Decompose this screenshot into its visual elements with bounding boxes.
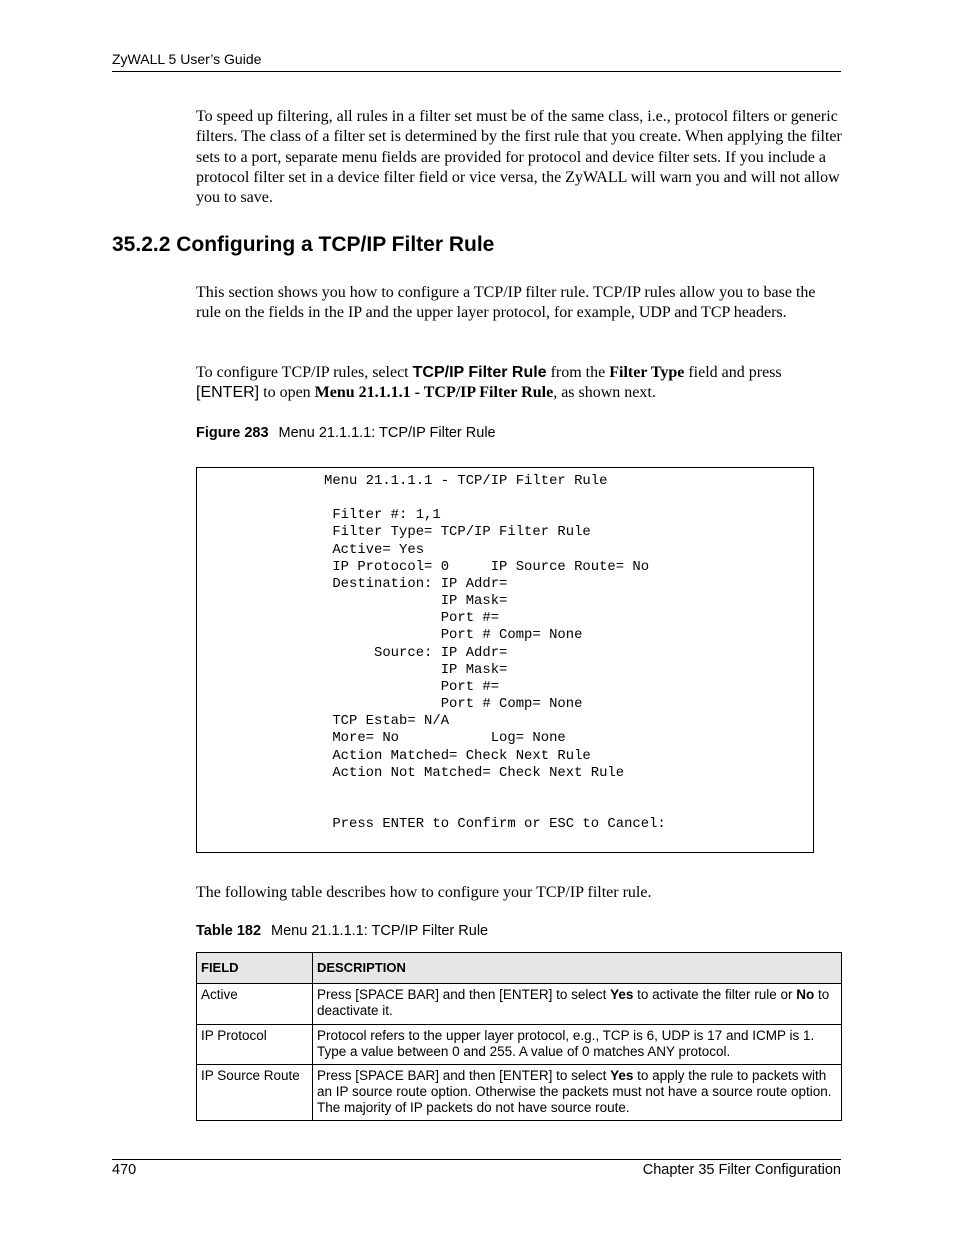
- p2-bold-filter-type: Filter Type: [609, 364, 685, 381]
- desc-text: to apply the rule to packets with an IP source route option. Otherwise the packets must not have a source route option. The majority of IP packets do not have source route.: [317, 1068, 832, 1115]
- p2-text-e: field and press: [684, 364, 782, 381]
- desc-bold: No: [796, 987, 815, 1002]
- table-row: [197, 984, 842, 1025]
- field-description-table: [196, 952, 842, 1121]
- row-description-ip-source-route: [313, 1065, 842, 1121]
- terminal-screen: [196, 467, 814, 853]
- table-label: Table 182: [196, 923, 262, 939]
- table-caption-text: Menu 21.1.1.1: TCP/IP Filter Rule: [271, 923, 489, 939]
- desc-bold: Yes: [610, 987, 634, 1002]
- chapter-title: Chapter 35 Filter Configuration: [642, 1162, 841, 1178]
- table-header-row: [197, 953, 842, 984]
- section-paragraph-1: This section shows you how to configure a TCP/IP filter rule. TCP/IP rules allow you to base the rule on the fields in the IP and the upper layer protocol, for example, UDP and TCP headers.: [196, 284, 816, 322]
- table-row: [197, 1065, 842, 1121]
- header-field: FIELD: [197, 953, 313, 984]
- table-caption: [196, 923, 488, 939]
- table-row: [197, 1025, 842, 1065]
- figure-caption: [196, 425, 496, 441]
- section-heading: 35.2.2 Configuring a TCP/IP Filter Rule: [112, 233, 495, 256]
- p2-bold-menu: Menu 21.1.1.1 - TCP/IP Filter Rule: [314, 384, 554, 402]
- desc-text: Press [SPACE BAR] and then [ENTER] to select: [317, 987, 611, 1002]
- header-description: DESCRIPTION: [313, 953, 842, 984]
- row-field-ip-protocol: IP Protocol: [197, 1025, 313, 1065]
- running-header: ZyWALL 5 User’s Guide: [112, 51, 262, 67]
- p2-enter-key: [ENTER]: [196, 384, 260, 402]
- desc-bold: Yes: [610, 1068, 634, 1083]
- desc-text: Protocol refers to the upper layer protocol, e.g., TCP is 6, UDP is 17 and ICMP is 1. Type a value between 0 and 255. A value of 0 matches ANY protocol.: [317, 1028, 815, 1059]
- header-rule: [112, 71, 841, 72]
- p2-bold-tcpip: TCP/IP Filter Rule: [412, 364, 547, 381]
- p2-text-i: , as shown next.: [553, 384, 656, 402]
- desc-text: Press [SPACE BAR] and then [ENTER] to select: [317, 1068, 611, 1083]
- p2-text-g: to open: [259, 384, 315, 402]
- page-number: 470: [112, 1162, 137, 1178]
- p2-text-a: To configure TCP/IP rules, select: [196, 364, 413, 381]
- table-intro: The following table describes how to configure your TCP/IP filter rule.: [196, 884, 652, 901]
- row-description-active: [313, 984, 842, 1025]
- row-description-ip-protocol: [313, 1025, 842, 1065]
- desc-text: to activate the filter rule or: [633, 987, 797, 1002]
- figure-caption-text: Menu 21.1.1.1: TCP/IP Filter Rule: [278, 425, 496, 441]
- terminal-menu-text: Menu 21.1.1.1 - TCP/IP Filter Rule Filter #: 1,1 Filter Type= TCP/IP Filter Rule Active= Yes IP Protocol= 0 IP Source Route= No Destination: IP Addr= IP Mask= Port #= Port # Comp= None Source: IP Addr= IP Mask= Port #= Port # Comp= None TCP Estab= N/A More= No Log= None Action Matched= Check Next Rule Action Not Matched= Check Next Rule Press ENTER to Confirm or ESC to Cancel:: [324, 473, 666, 833]
- desc-text: to deactivate it.: [317, 987, 830, 1018]
- row-field-ip-source-route: IP Source Route: [197, 1065, 313, 1121]
- intro-paragraph: To speed up filtering, all rules in a filter set must be of the same class, i.e., protocol filters or generic filters. The class of a filter set is determined by the first rule that you create. When applying the filter sets to a port, separate menu fields are provided for protocol and device filter sets. If you include a protocol filter set in a device filter field or vice versa, the ZyWALL will warn you and will not allow you to save.: [196, 108, 842, 207]
- footer-rule: [112, 1159, 841, 1160]
- p2-text-c: from the: [546, 364, 610, 381]
- figure-label: Figure 283: [196, 425, 269, 441]
- section-paragraph-2: [196, 363, 842, 404]
- row-field-active: Active: [197, 984, 313, 1025]
